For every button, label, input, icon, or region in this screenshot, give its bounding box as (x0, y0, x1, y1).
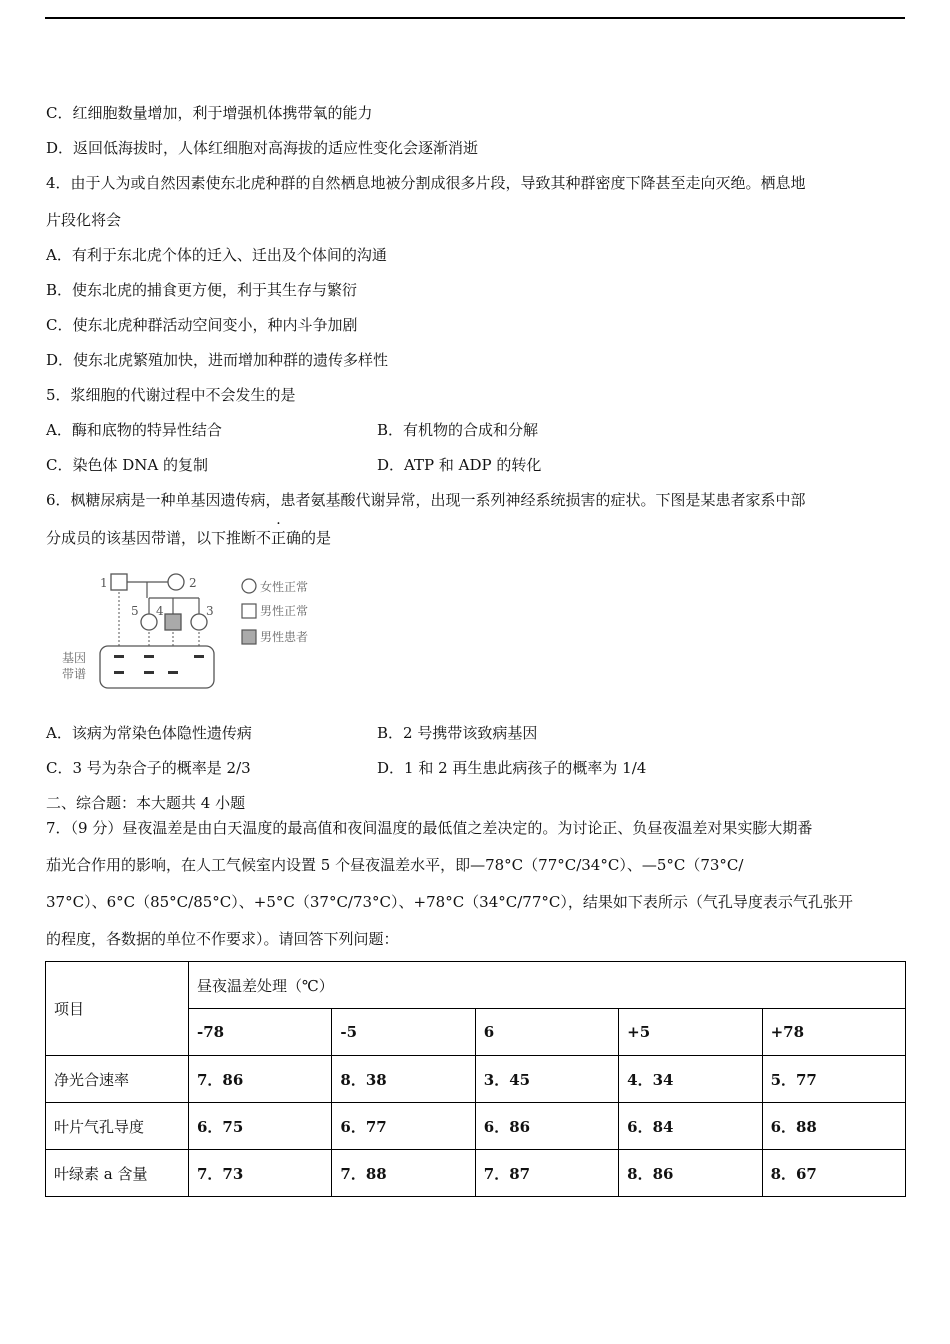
q7-stem-line1: 7．（9 分）昼夜温差是由白天温度的最高值和夜间温度的最低值之差决定的。为讨论正、负昼夜温差对果实膨大期番 (46, 819, 813, 837)
label-2: 2 (189, 576, 197, 590)
q6-stem-post: 的是 (301, 529, 332, 547)
q4-option-d: D．使东北虎繁殖加快，进而增加种群的遗传多样性 (46, 351, 389, 369)
table-cell: 6．77 (332, 1103, 475, 1150)
q7-stem-line3: 37°C）、6°C（85°C/85°C）、+5°C（37°C/73°C）、+78°C（34°C/77°C），结果如下表所示（气孔导度表示气孔张开 (46, 893, 853, 911)
q6-stem-line1: 6．枫糖尿病是一种单基因遗传病，患者氨基酸代谢异常，出现一系列神经系统损害的症状。下图是某患者家系中部 (46, 491, 806, 509)
column-header: -78 (189, 1009, 332, 1056)
table-cell: 7．73 (189, 1150, 332, 1197)
row-label: 净光合速率 (46, 1056, 189, 1103)
q5-option-d: D．ATP 和 ADP 的转化 (377, 456, 542, 474)
table-cell: 4．34 (619, 1056, 762, 1103)
table-cell: 6．86 (475, 1103, 618, 1150)
band-label-line2: 带谱 (62, 667, 87, 681)
q6-stem-line2 (46, 528, 331, 548)
dashed-arrows (119, 592, 199, 654)
label-3: 3 (206, 604, 214, 618)
individual-3-circle (191, 614, 207, 630)
table-cell: 8．67 (762, 1150, 905, 1197)
q3-option-d: D．返回低海拔时，人体红细胞对高海拔的适应性变化会逐渐消逝 (46, 139, 479, 157)
column-header: 6 (475, 1009, 618, 1056)
table-header-row (46, 962, 906, 1009)
q4-stem-line1: 4．由于人为或自然因素使东北虎种群的自然栖息地被分割成很多片段，导致其种群密度下降甚至走向灭绝。栖息地 (46, 174, 806, 192)
table-cell: 7．86 (189, 1056, 332, 1103)
q7-stem-line2: 茄光合作用的影响，在人工气候室内设置 5 个昼夜温差水平，即—78°C（77°C/34°C）、—5°C（73°C/ (46, 856, 744, 874)
legend-male-normal-icon (242, 604, 256, 618)
legend-male-affected: 男性患者 (260, 630, 309, 644)
label-1: 1 (100, 576, 108, 590)
table-cell: 6．75 (189, 1103, 332, 1150)
pedigree-diagram (56, 568, 336, 700)
individual-2-circle (168, 574, 184, 590)
table-cell: 5．77 (762, 1056, 905, 1103)
table-cell: 8．38 (332, 1056, 475, 1103)
legend-male-normal: 男性正常 (260, 604, 309, 618)
data-table (45, 961, 906, 1197)
q6-option-c: C．3 号为杂合子的概率是 2/3 (46, 759, 251, 777)
row-label: 叶片气孔导度 (46, 1103, 189, 1150)
q5-option-b: B．有机物的合成和分解 (377, 421, 539, 439)
individual-5-circle (141, 614, 157, 630)
individual-4-affected-square (165, 614, 181, 630)
table-cell: 7．87 (475, 1150, 618, 1197)
table-group-header: 昼夜温差处理（℃） (189, 962, 906, 1009)
top-rule (45, 17, 905, 19)
q6-stem-pre: 分成员的该基因带谱，以下推断 (46, 529, 257, 547)
table-cell: 8．86 (619, 1150, 762, 1197)
legend-female-normal-icon (242, 579, 256, 593)
label-5: 5 (131, 604, 139, 618)
q4-option-a: A．有利于东北虎个体的迁入、迁出及个体间的沟通 (46, 246, 387, 264)
band-label-line1: 基因 (62, 651, 87, 665)
q5-stem: 5．浆细胞的代谢过程中不会发生的是 (46, 386, 296, 404)
row-label: 叶绿素 a 含量 (46, 1150, 189, 1197)
table-cell: 3．45 (475, 1056, 618, 1103)
q4-option-b: B．使东北虎的捕食更方便，利于其生存与繁衍 (46, 281, 358, 299)
table-cell: 6．88 (762, 1103, 905, 1150)
q6-option-d: D．1 和 2 再生患此病孩子的概率为 1/4 (377, 759, 647, 777)
table-row (46, 1103, 906, 1150)
table-cell: 6．84 (619, 1103, 762, 1150)
q4-stem-line2: 片段化将会 (46, 211, 122, 229)
q4-option-c: C．使东北虎种群活动空间变小，种内斗争加剧 (46, 316, 358, 334)
table-row (46, 1150, 906, 1197)
q3-option-c: C．红细胞数量增加，利于增强机体携带氧的能力 (46, 104, 373, 122)
legend-male-affected-icon (242, 630, 256, 644)
column-header: -5 (332, 1009, 475, 1056)
table-item-header: 项目 (46, 962, 189, 1056)
legend-female-normal: 女性正常 (260, 580, 309, 594)
table-row (46, 1056, 906, 1103)
column-header: +78 (762, 1009, 905, 1056)
individual-1-square (111, 574, 127, 590)
q6-emphasis: 不正确 (256, 529, 302, 547)
q7-stem-line4: 的程度，各数据的单位不作要求）。请回答下列问题： (46, 930, 399, 948)
table-cell: 7．88 (332, 1150, 475, 1197)
column-header: +5 (619, 1009, 762, 1056)
pedigree-figure (56, 568, 336, 700)
band-box (100, 646, 214, 688)
q5-option-a: A．酶和底物的特异性结合 (46, 421, 222, 439)
q5-option-c: C．染色体 DNA 的复制 (46, 456, 208, 474)
q6-option-b: B．2 号携带该致病基因 (377, 724, 538, 742)
section-2-heading: 二、综合题：本大题共 4 小题 (46, 794, 246, 812)
q6-option-a: A．该病为常染色体隐性遗传病 (46, 724, 252, 742)
label-4: 4 (156, 604, 164, 618)
